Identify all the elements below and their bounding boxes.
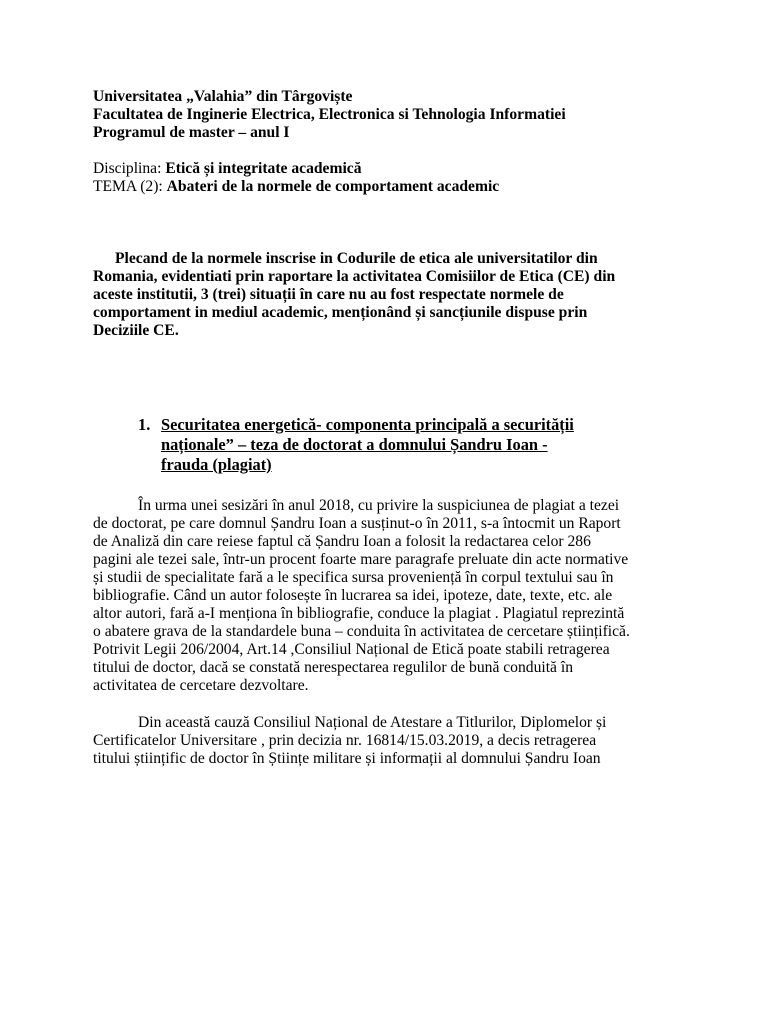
paragraph-line: titului de doctor, dacă se constată nerespectarea regulilor de bună conduită în [93,659,573,676]
section-number: 1. [138,415,151,434]
paragraph-line: Potrivit Legii 206/2004, Art.14 ,Consiliul Național de Etică poate stabili retragerea [93,641,610,658]
program-name: Programul de master – anul I [93,124,290,141]
paragraph-line: de doctorat, pe care domnul Șandru Ioan a susținut-o în 2011, s-a întocmit un Raport [93,515,621,532]
university-name: Universitatea „Valahia” din Târgoviște [93,88,353,105]
body-paragraph-1 [93,497,683,695]
task-statement [93,250,673,340]
task-line: Romania, evidentiati prin raportare la activitatea Comisiilor de Etica (CE) din [93,268,616,285]
discipline-label: Disciplina: [93,160,162,177]
paragraph-line: Din această cauză Consiliul Național de Atestare a Titlurilor, Diplomelor și [138,714,607,731]
task-line: Plecand de la normele inscrise in Codurile de etica ale universitatilor din [115,250,598,267]
section-title-text [161,415,681,475]
paragraph-line: altor autori, fară a-I menționa în bibliografie, conduce la plagiat . Plagiatul reprezintă [93,605,625,622]
tema-label: TEMA (2): [93,178,163,195]
paragraph-line: bibliografie. Când un autor folosește în lucrarea sa idei, ipoteze, date, texte, etc. ale [93,587,613,604]
task-line: comportament in mediul academic, menționând și sancțiunile dispuse prin [93,304,588,321]
faculty-name: Facultatea de Inginerie Electrica, Electronica si Tehnologia Informatiei [93,106,566,123]
tema-value: Abateri de la normele de comportament academic [166,178,500,195]
tema-line [93,178,693,196]
section-title-line: Securitatea energetică- componenta principală a securității [161,415,574,434]
section-title-line: frauda (plagiat) [161,455,272,474]
section-title-line: naționale” – teza de doctorat a domnului Șandru Ioan - [161,435,548,454]
body-paragraph-2 [93,714,683,768]
task-line: aceste institutii, 3 (trei) situații în care nu au fost respectate normele de [93,286,564,303]
subject-block [93,160,693,196]
paragraph-line: de Analiză din care reiese faptul că Șandru Ioan a folosit la redactarea celor 286 [93,533,591,550]
paragraph-line: o abatere grava de la standardele buna – conduita în activitatea de cercetare științifică. [93,623,630,640]
paragraph-line: pagini ale tezei sale, într-un procent foarte mare paragrafe preluate din acte normative [93,551,629,568]
paragraph-line: În urma unei sesizări în anul 2018, cu privire la suspiciunea de plagiat a tezei [138,497,620,514]
paragraph-line: Certificatelor Universitare , prin decizia nr. 16814/15.03.2019, a decis retragerea [93,732,597,749]
paragraph-line: activitatea de cercetare dezvoltare. [93,677,309,694]
paragraph-line: și studii de specialitate fară a le specifica sursa proveniență în corpul textului sau în [93,569,614,586]
task-line: Deciziile CE. [93,322,179,339]
discipline-line [93,160,693,178]
discipline-value: Etică și integritate academică [165,160,362,177]
paragraph-line: titului științific de doctor în Științe militare și informații al domnului Șandru Ioan [93,750,601,767]
document-header [93,88,693,142]
